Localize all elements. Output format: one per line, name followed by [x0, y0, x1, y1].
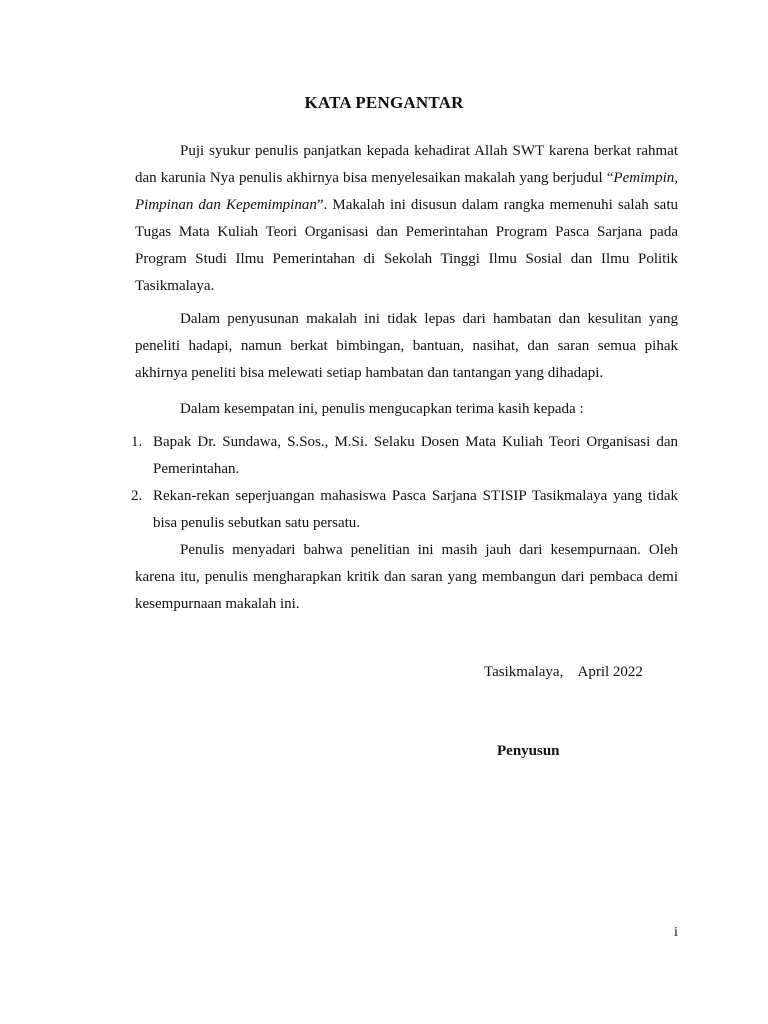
list-item — [131, 429, 678, 483]
page-title: KATA PENGANTAR — [304, 93, 464, 112]
list-item-text: Rekan-rekan seperjuangan mahasiswa Pasca Sarjana STISIP Tasikmalaya yang tidak bisa penulis sebutkan satu persatu. — [153, 488, 678, 531]
thanks-list — [131, 429, 678, 537]
paragraph-closing — [135, 537, 678, 618]
place-date: Tasikmalaya, April 2022 — [484, 664, 643, 680]
paragraph-intro — [135, 138, 678, 300]
paragraph-thanks-intro — [135, 396, 678, 423]
paragraph-obstacles-text: Dalam penyusunan makalah ini tidak lepas dari hambatan dan kesulitan yang peneliti hadapi, namun berkat bimbingan, bantuan, nasihat, dan saran semua pihak akhirnya peneliti bisa melewati setiap hambatan dan tantangan yang dihadapi. — [135, 311, 678, 381]
list-item — [131, 483, 678, 537]
signer-name: Penyusun — [497, 743, 560, 759]
paragraph-closing-text: Penulis menyadari bahwa penelitian ini masih jauh dari kesempurnaan. Oleh karena itu, penulis mengharapkan kritik dan saran yang membangun dari pembaca demi kesempurnaan makalah ini. — [135, 542, 678, 612]
paragraph-intro-start: Puji syukur penulis panjatkan kepada kehadirat Allah SWT karena berkat rahmat dan karunia Nya penulis akhirnya bisa menyelesaikan makalah yang berjudul “ — [135, 143, 678, 186]
paragraph-intro-end: ”. Makalah ini disusun dalam rangka memenuhi salah satu Tugas Mata Kuliah Teori Organisasi dan Pemerintahan Program Pasca Sarjana pada Program Studi Ilmu Pemerintahan di Sekolah Tinggi Ilmu Sosial dan Ilmu Politik Tasikmalaya. — [135, 197, 678, 294]
paper-title-italic: Pemimpin, Pimpinan dan Kepemimpinan — [135, 170, 678, 213]
list-item-number: 2. — [131, 488, 143, 504]
page-number: i — [674, 925, 678, 940]
paragraph-obstacles — [135, 306, 678, 387]
list-item-text: Bapak Dr. Sundawa, S.Sos., M.Si. Selaku Dosen Mata Kuliah Teori Organisasi dan Pemerintahan. — [153, 434, 678, 477]
list-item-number: 1. — [131, 434, 143, 450]
paragraph-thanks-intro-text: Dalam kesempatan ini, penulis mengucapkan terima kasih kepada : — [180, 401, 584, 417]
